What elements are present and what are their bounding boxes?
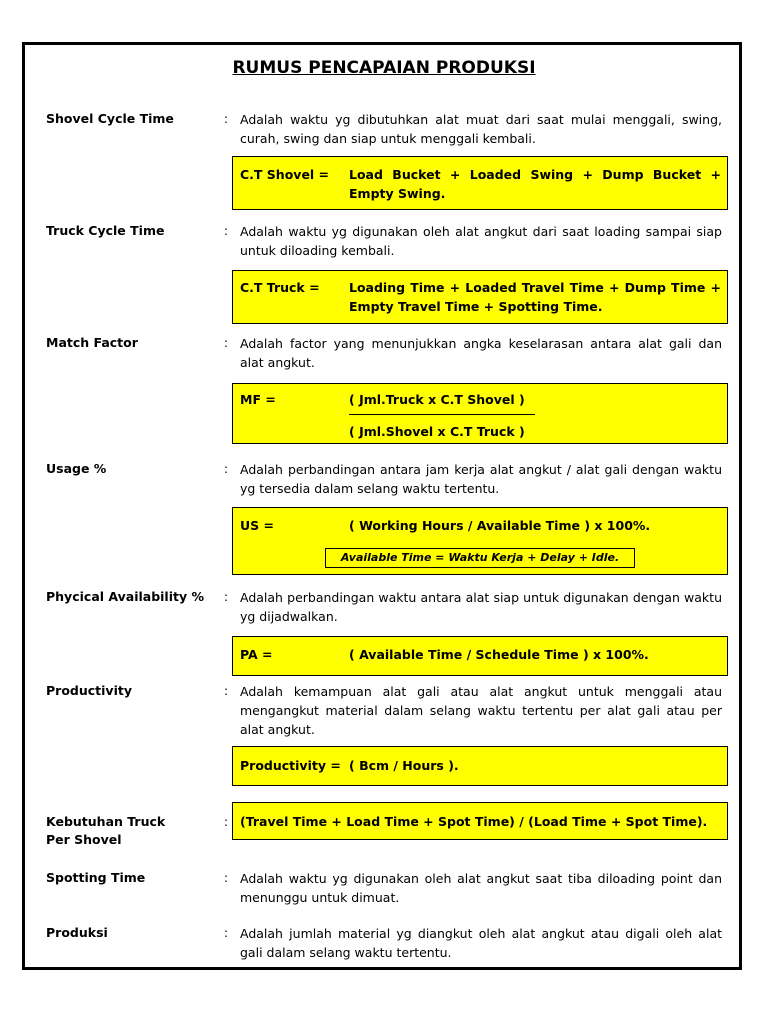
term-produksi: Produksi bbox=[46, 925, 108, 940]
term-spotting-time: Spotting Time bbox=[46, 870, 146, 885]
colon-separator: : bbox=[224, 815, 229, 829]
formula-box-match-factor bbox=[232, 383, 728, 444]
desc-truck-cycle-time: Adalah waktu yg digunakan oleh alat angkut dari saat loading sampai siap untuk diloading kembali. bbox=[240, 224, 722, 258]
term-shovel-cycle-time: Shovel Cycle Time bbox=[46, 111, 174, 126]
formula-label: Productivity = bbox=[240, 758, 341, 773]
colon-separator: : bbox=[224, 336, 229, 350]
term-productivity: Productivity bbox=[46, 683, 132, 698]
colon-separator: : bbox=[224, 926, 229, 940]
formula-box-ct-shovel bbox=[232, 156, 728, 210]
colon-separator: : bbox=[224, 684, 229, 698]
desc-productivity: Adalah kemampuan alat gali atau alat angkut untuk menggali atau mengangkut material dalam selang waktu tertentu per alat gali atau per alat angkut. bbox=[240, 684, 722, 737]
formula-text: Load Bucket + Loaded Swing + Dump Bucket + Empty Swing. bbox=[349, 167, 721, 201]
formula-box-kebutuhan-truck bbox=[232, 802, 728, 840]
colon-separator: : bbox=[224, 871, 229, 885]
formula-text: Loading Time + Loaded Travel Time + Dump Time + Empty Travel Time + Spotting Time. bbox=[349, 280, 721, 314]
formula-text: ( Available Time / Schedule Time ) x 100%. bbox=[349, 647, 649, 662]
formula-label: PA = bbox=[240, 647, 273, 662]
formula-box-pa bbox=[232, 636, 728, 676]
colon-separator: : bbox=[224, 112, 229, 126]
colon-separator: : bbox=[224, 462, 229, 476]
desc-usage: Adalah perbandingan antara jam kerja alat angkut / alat gali dengan waktu yg tersedia dalam selang waktu tertentu. bbox=[240, 462, 722, 496]
formula-label: MF = bbox=[240, 392, 276, 407]
formula-label: C.T Truck = bbox=[240, 280, 320, 295]
fraction-line bbox=[349, 414, 535, 415]
colon-separator: : bbox=[224, 224, 229, 238]
desc-physical-availability: Adalah perbandingan waktu antara alat siap untuk digunakan dengan waktu yg dijadwalkan. bbox=[240, 590, 722, 624]
formula-label: C.T Shovel = bbox=[240, 167, 330, 182]
desc-match-factor: Adalah factor yang menunjukkan angka keselarasan antara alat gali dan alat angkut. bbox=[240, 336, 722, 370]
formula-text: ( Working Hours / Available Time ) x 100%. bbox=[349, 518, 651, 533]
desc-shovel-cycle-time: Adalah waktu yg dibutuhkan alat muat dari saat mulai menggali, swing, curah, swing dan siap untuk menggali kembali. bbox=[240, 112, 722, 146]
page-title: RUMUS PENCAPAIAN PRODUKSI bbox=[232, 58, 536, 78]
fraction-denominator: ( Jml.Shovel x C.T Truck ) bbox=[349, 424, 525, 439]
desc-produksi: Adalah jumlah material yg diangkut oleh alat angkut atau digali oleh alat gali dalam selang waktu tertentu. bbox=[240, 926, 722, 960]
term-match-factor: Match Factor bbox=[46, 335, 138, 350]
formula-text: ( Bcm / Hours ). bbox=[349, 758, 459, 773]
term-truck-cycle-time: Truck Cycle Time bbox=[46, 223, 165, 238]
available-time-note: Available Time = Waktu Kerja + Delay + Idle. bbox=[325, 548, 635, 568]
term-kebutuhan-truck bbox=[46, 813, 165, 849]
colon-separator: : bbox=[224, 590, 229, 604]
formula-box-ct-truck bbox=[232, 270, 728, 324]
formula-text: (Travel Time + Load Time + Spot Time) / (Load Time + Spot Time). bbox=[240, 814, 708, 829]
desc-spotting-time: Adalah waktu yg digunakan oleh alat angkut saat tiba diloading point dan menunggu untuk dimuat. bbox=[240, 871, 722, 905]
term-line-1: Kebutuhan Truck bbox=[46, 814, 166, 829]
term-physical-availability: Phycical Availability % bbox=[46, 589, 205, 604]
formula-label: US = bbox=[240, 518, 274, 533]
fraction-numerator: ( Jml.Truck x C.T Shovel ) bbox=[349, 392, 525, 407]
formula-box-productivity bbox=[232, 746, 728, 786]
term-usage: Usage % bbox=[46, 461, 107, 476]
term-line-2: Per Shovel bbox=[46, 832, 122, 847]
formula-box-usage bbox=[232, 507, 728, 575]
